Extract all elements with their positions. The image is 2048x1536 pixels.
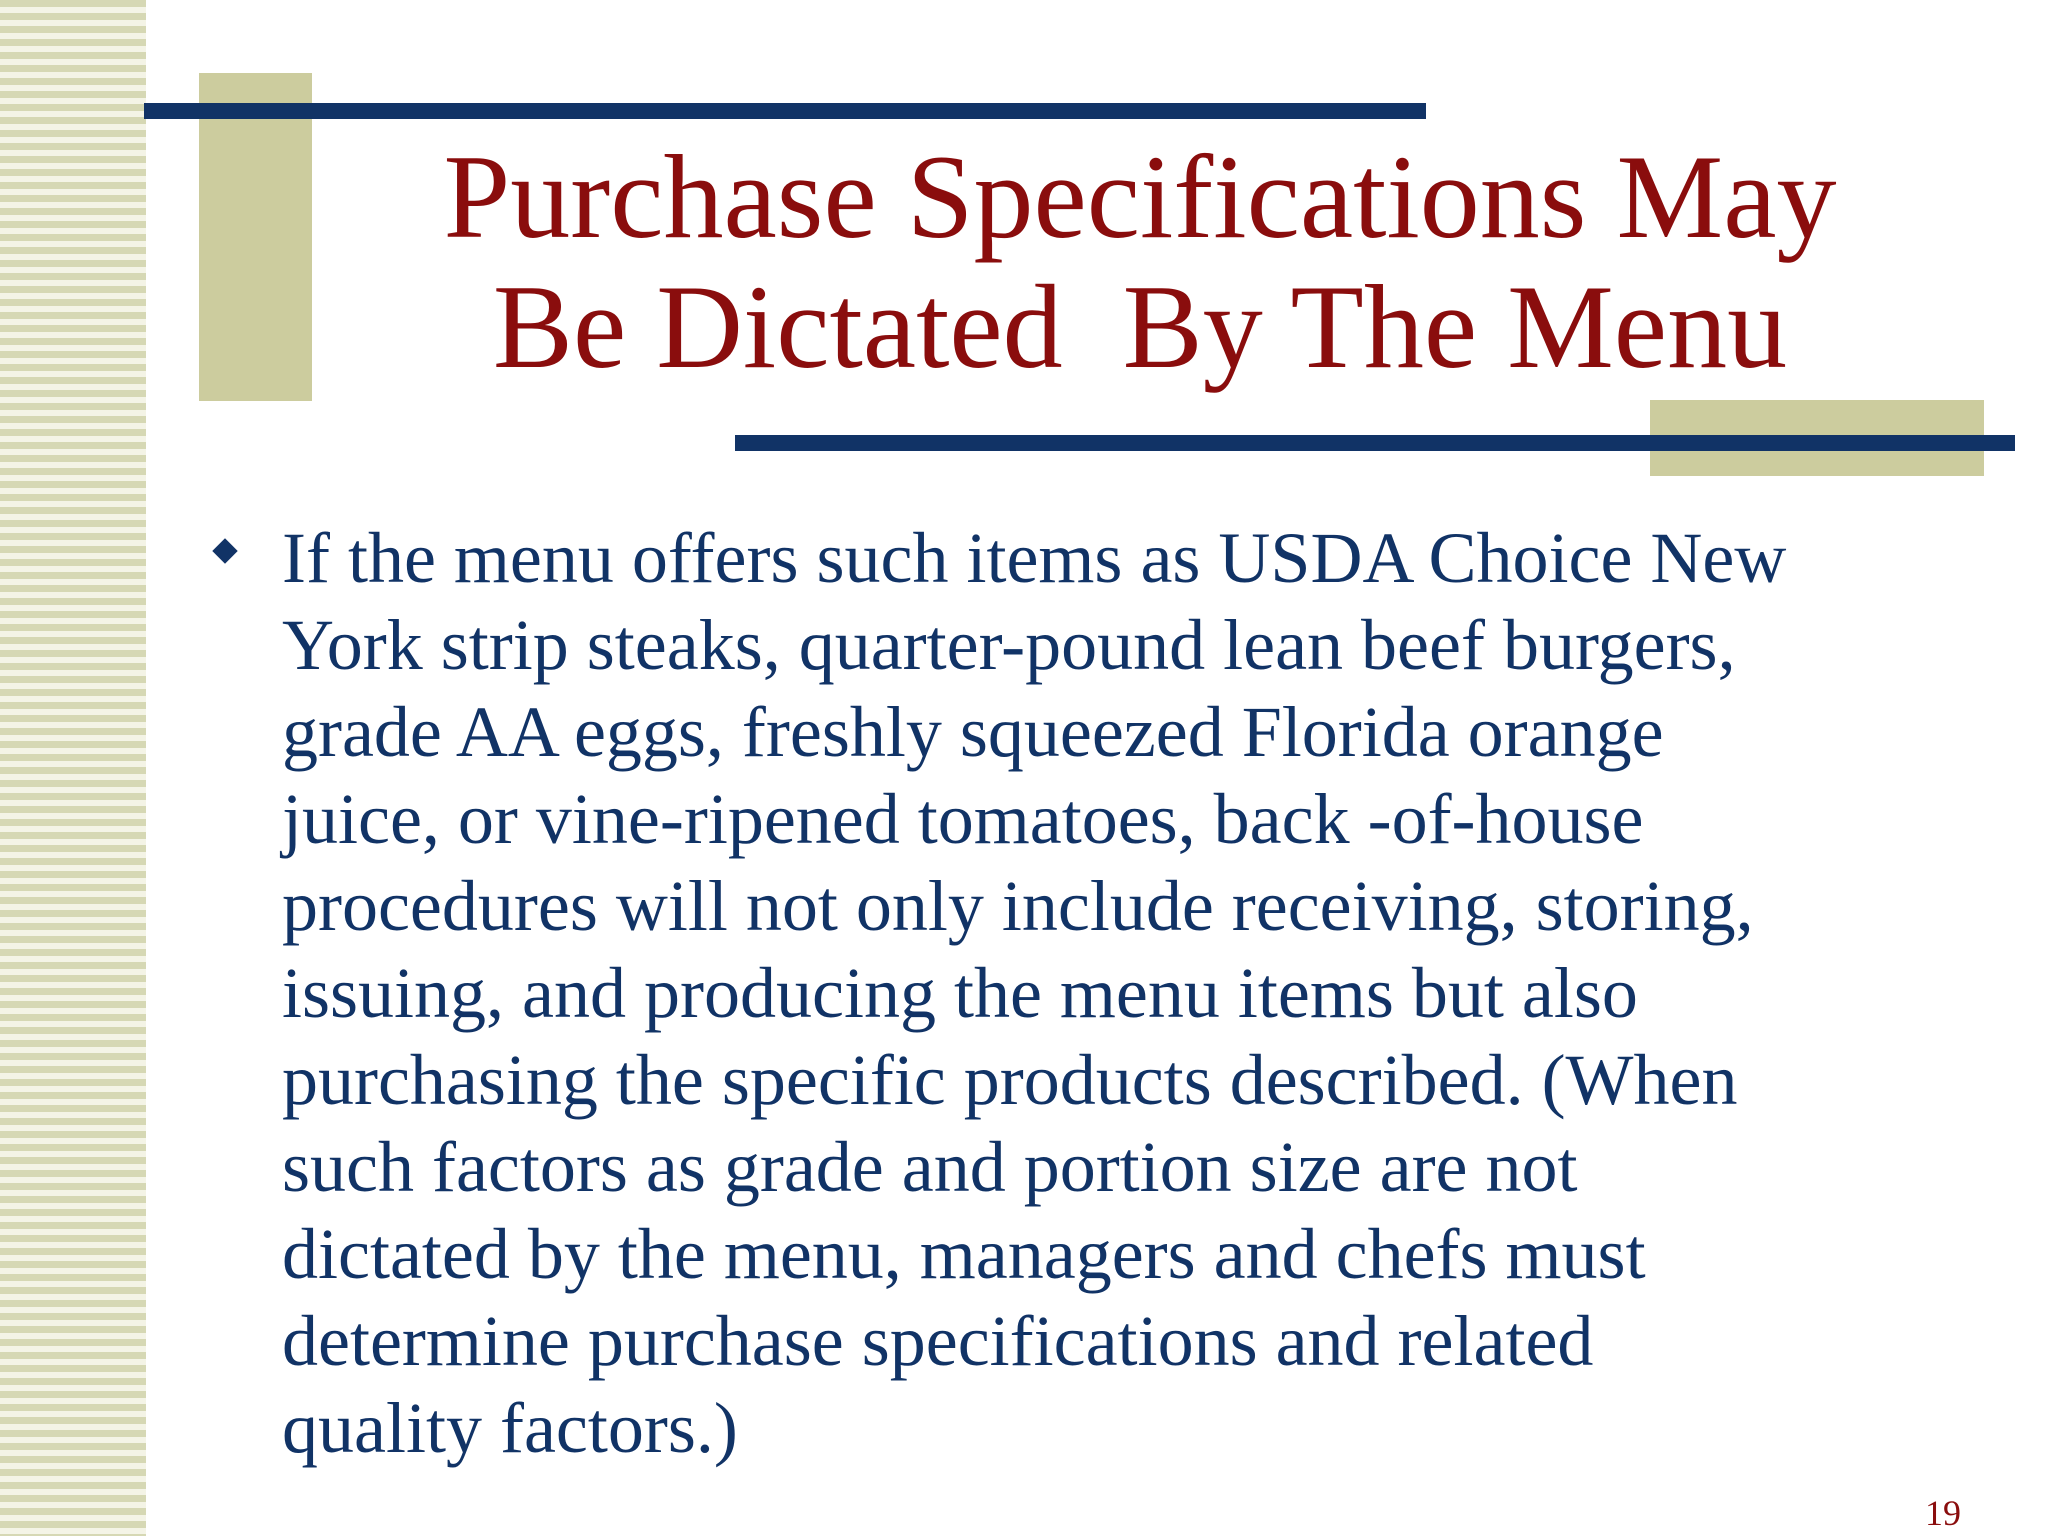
slide-title-line: Be Dictated By The Menu [492, 260, 1788, 393]
slide-title [330, 132, 1950, 392]
diamond-bullet-icon [212, 538, 237, 563]
title-rule-bottom [735, 435, 2015, 451]
bullet-line: juice, or vine-ripened tomatoes, back -of-house [282, 779, 1644, 859]
page-number: 19 [1925, 1493, 1961, 1533]
bullet-item [214, 515, 2014, 1472]
accent-block-top [199, 73, 312, 401]
bullet-line: York strip steaks, quarter-pound lean beef burgers, [282, 605, 1736, 685]
bullet-line: grade AA eggs, freshly squeezed Florida orange [282, 692, 1664, 772]
bullet-line: purchasing the specific products described. (When [282, 1040, 1738, 1120]
bullet-line: such factors as grade and portion size are not [282, 1127, 1578, 1207]
bullet-line: issuing, and producing the menu items but also [282, 953, 1638, 1033]
decorative-stripes [0, 0, 146, 1536]
slide-title-line: Purchase Specifications May [443, 130, 1837, 263]
bullet-line: determine purchase specifications and related [282, 1301, 1594, 1381]
bullet-line: procedures will not only include receiving, storing, [282, 866, 1754, 946]
title-rule-top [144, 103, 1426, 119]
bullet-line: If the menu offers such items as USDA Choice New [282, 518, 1787, 598]
bullet-text [282, 515, 2022, 1472]
bullet-line: dictated by the menu, managers and chefs must [282, 1214, 1646, 1294]
bullet-line: quality factors.) [282, 1388, 738, 1468]
